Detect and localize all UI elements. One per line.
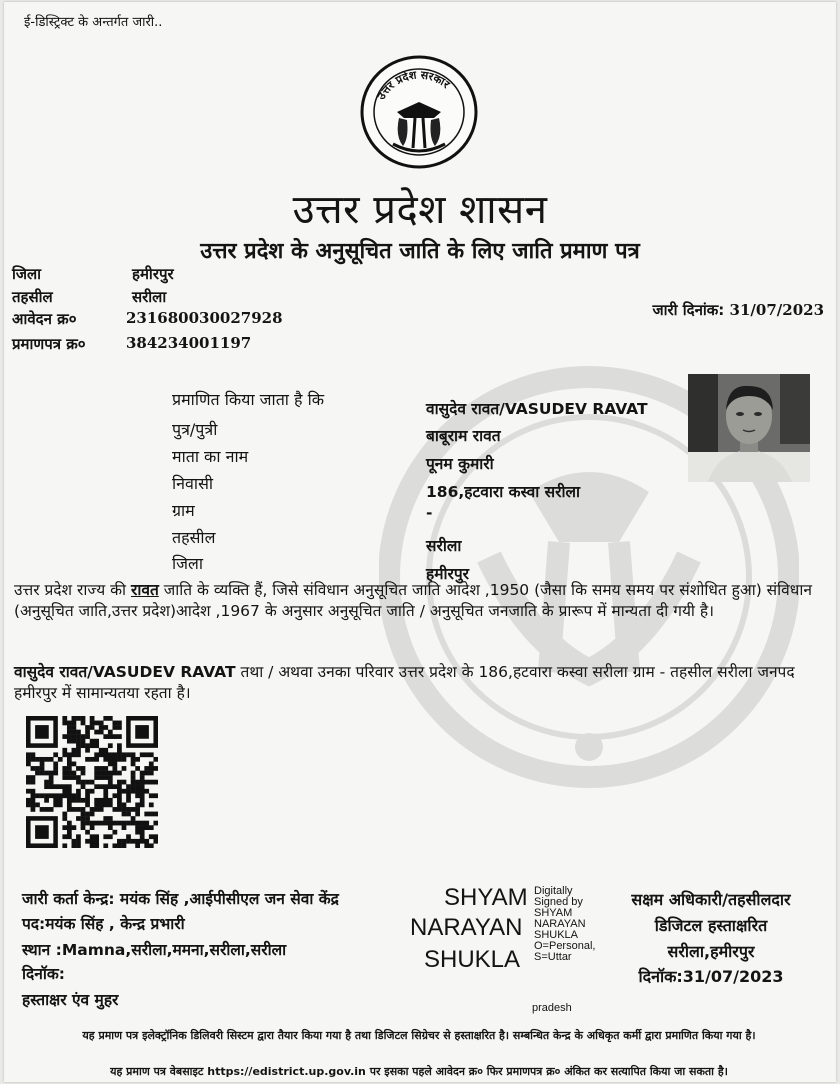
meta-label-certificate-no: प्रमाणपत्र क्र० bbox=[12, 335, 86, 353]
meta-value-certificate-no: 384234001197 bbox=[126, 334, 252, 352]
issuer-center: जारी कर्ता केन्द्र: मयंक सिंह ,आईपीसीएल जन सेवा केंद्र bbox=[22, 890, 339, 908]
meta-label-district: जिला bbox=[12, 265, 42, 283]
field-value-mother: पूनम कुमारी bbox=[426, 455, 494, 473]
authority-signed: डिजिटल हस्ताक्षरित bbox=[654, 916, 768, 935]
certificate-paragraph-1 bbox=[14, 580, 824, 622]
field-value-village: - bbox=[426, 504, 433, 522]
para2-name: वासुदेव रावत/VASUDEV RAVAT bbox=[14, 663, 236, 681]
field-label-village: ग्राम bbox=[172, 501, 195, 520]
para1-rest: जाति के व्यक्ति हैं, जिसे संविधान अनुसूचित जाति आदेश ,1950 (जैसा कि समय समय पर संशोधित हुआ) संविधान (अनुसूचित जाति,उत्तर प्रदेश)आदेश ,1967 के अनुसार अनुसूचित जाति / अनुसूचित जनजाति के प्रारूप में मान्यता दी गयी है। bbox=[14, 581, 812, 620]
field-value-resident: 186,हटवारा कस्वा सरीला bbox=[426, 483, 580, 501]
sig-detail: SHUKLA bbox=[534, 929, 579, 941]
signer-name-line-1: SHYAM bbox=[444, 884, 528, 911]
issuer-place: स्थान :Mamna,सरीला,ममना,सरीला,सरीला bbox=[22, 941, 287, 959]
emblem-arc-text: उत्तर प्रदेश सरकार bbox=[374, 68, 453, 102]
sig-detail: SHYAM bbox=[534, 907, 573, 919]
footer-note-2: यह प्रमाण पत्र वेबसाइट https://edistrict.up.gov.in पर इसका पहले आवेदन क्र० फिर प्रमाणपत्र क्र० अंकित कर सत्यापित किया जा सकता है। bbox=[110, 1065, 728, 1078]
certificate-paragraph-2 bbox=[14, 662, 824, 704]
field-label-tehsil: तहसील bbox=[172, 528, 216, 547]
issued-under-note: ई-डिस्ट्रिक्ट के अन्तर्गत जारी.. bbox=[24, 15, 163, 30]
meta-label-application-no: आवेदन क्र० bbox=[12, 310, 77, 328]
caste-name: रावत bbox=[130, 581, 159, 599]
field-label-resident: निवासी bbox=[172, 474, 214, 493]
authority-place: सरीला,हमीरपुर bbox=[667, 942, 755, 961]
field-label-mother: माता का नाम bbox=[172, 447, 249, 466]
field-value-name: वासुदेव रावत/VASUDEV RAVAT bbox=[426, 400, 648, 418]
qr-code bbox=[26, 716, 158, 848]
issuer-post: पद:मयंक सिंह , केन्द्र प्रभारी bbox=[22, 915, 185, 933]
issue-date bbox=[652, 300, 824, 320]
para1-start: उत्तर प्रदेश राज्य की bbox=[14, 581, 131, 599]
gov-title: उत्तर प्रदेश शासन bbox=[292, 187, 548, 233]
certificate-title: उत्तर प्रदेश के अनुसूचित जाति के लिए जाति प्रमाण पत्र bbox=[200, 239, 640, 264]
signer-name-line-3: SHUKLA bbox=[424, 946, 521, 973]
field-label-son-daughter: पुत्र/पुत्री bbox=[172, 420, 218, 439]
field-value-district: हमीरपुर bbox=[426, 565, 469, 583]
authority-title: सक्षम अधिकारी/तहसीलदार bbox=[631, 890, 791, 909]
authority-date: दिनॉक:31/07/2023 bbox=[638, 967, 784, 986]
meta-value-application-no: 231680030027928 bbox=[126, 309, 283, 327]
field-label-certify: प्रमाणित किया जाता है कि bbox=[172, 390, 325, 409]
sig-detail: NARAYAN bbox=[534, 918, 586, 930]
signature-details bbox=[534, 886, 595, 963]
field-value-tehsil: सरीला bbox=[426, 537, 462, 555]
meta-value-district: हमीरपुर bbox=[132, 265, 174, 283]
issue-date-label: जारी दिनांक: bbox=[652, 301, 725, 319]
para2-rest: तथा / अथवा उनका परिवार उत्तर प्रदेश के 186,हटवारा कस्वा सरीला ग्राम - तहसील सरीला जनपद हमीरपुर में सामान्यतया रहता है। bbox=[14, 663, 795, 702]
certificate-page bbox=[4, 2, 836, 1082]
sig-detail: O=Personal, bbox=[534, 940, 596, 952]
sig-detail: Signed by bbox=[534, 896, 583, 908]
meta-value-tehsil: सरीला bbox=[132, 288, 167, 306]
field-value-father: बाबूराम रावत bbox=[426, 427, 501, 445]
sig-detail: S=Uttar bbox=[534, 951, 572, 963]
signer-name-line-2: NARAYAN bbox=[410, 914, 523, 941]
applicant-photo bbox=[688, 374, 810, 482]
field-label-district: जिला bbox=[172, 554, 204, 573]
up-emblem-icon bbox=[359, 54, 479, 170]
sig-detail: Digitally bbox=[534, 885, 573, 897]
signature-extra: pradesh bbox=[532, 1002, 572, 1014]
footer-note-1: यह प्रमाण पत्र इलेक्ट्रॉनिक डिलिवरी सिस्टम द्वारा तैयार किया गया है तथा डिजिटल सिग्रेचर से हस्ताक्षरित है। सम्बन्धित केन्द्र के अधिकृत कर्मी द्वारा प्रमाणित किया गया है। bbox=[82, 1029, 756, 1042]
issuer-date-label: दिनॉक: bbox=[22, 965, 65, 983]
meta-label-tehsil: तहसील bbox=[12, 288, 53, 306]
issuer-sign-label: हस्ताक्षर एंव मुहर bbox=[22, 991, 119, 1009]
issue-date-value: 31/07/2023 bbox=[729, 301, 824, 319]
